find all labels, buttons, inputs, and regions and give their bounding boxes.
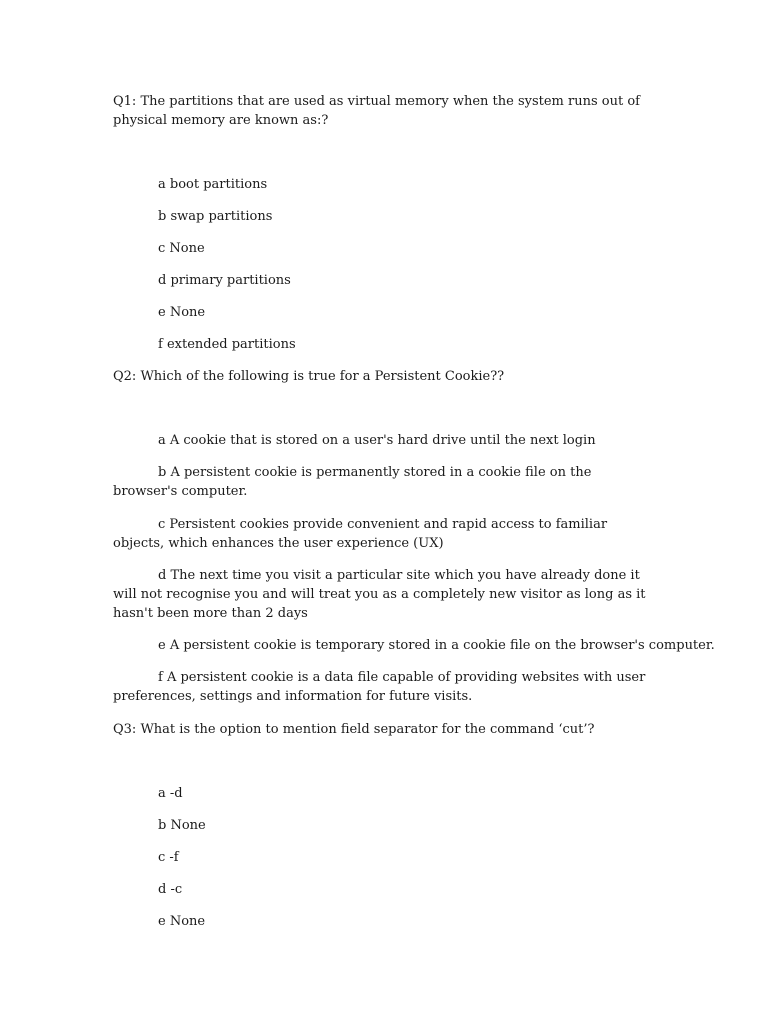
q2-option-c [113, 515, 658, 553]
q1-option-b: b swap partitions [158, 209, 273, 224]
question-2-prompt: Q2: Which of the following is true for a Persistent Cookie?? [113, 369, 505, 384]
q3-option-a: a -d [158, 786, 183, 801]
q2-option-d [113, 566, 658, 623]
q2-option-f-text: f A persistent cookie is a data file capable of providing websites with user preferences, settings and information for future visits. [113, 670, 646, 704]
q3-option-d: d -c [158, 882, 183, 897]
q2-option-f [113, 668, 658, 706]
q2-option-c-text: c Persistent cookies provide convenient and rapid access to familiar objects, which enhances the user experience (UX) [113, 517, 608, 551]
question-3-prompt: Q3: What is the option to mention field separator for the command ‘cut’? [113, 722, 595, 737]
q2-option-b [113, 463, 658, 501]
q1-option-a: a boot partitions [158, 177, 268, 192]
q1-option-d: d primary partitions [158, 273, 291, 288]
q3-option-c: c -f [158, 850, 179, 865]
q3-option-b: b None [158, 818, 206, 833]
question-1-prompt: Q1: The partitions that are used as virtual memory when the system runs out of physical memory are known as:? [113, 94, 640, 128]
q2-option-a: a A cookie that is stored on a user's hard drive until the next login [158, 433, 596, 448]
q1-option-f: f extended partitions [158, 337, 296, 352]
q3-option-e: e None [158, 914, 206, 929]
q1-option-c: c None [158, 241, 205, 256]
q2-option-d-text: d The next time you visit a particular site which you have already done it will not recognise you and will treat you as a completely new visitor as long as it hasn't been more than 2 days [113, 568, 646, 621]
q2-option-e: e A persistent cookie is temporary stored in a cookie file on the browser's computer. [158, 638, 715, 653]
q2-option-b-text: b A persistent cookie is permanently stored in a cookie file on the browser's computer. [113, 465, 592, 499]
q1-option-e: e None [158, 305, 206, 320]
